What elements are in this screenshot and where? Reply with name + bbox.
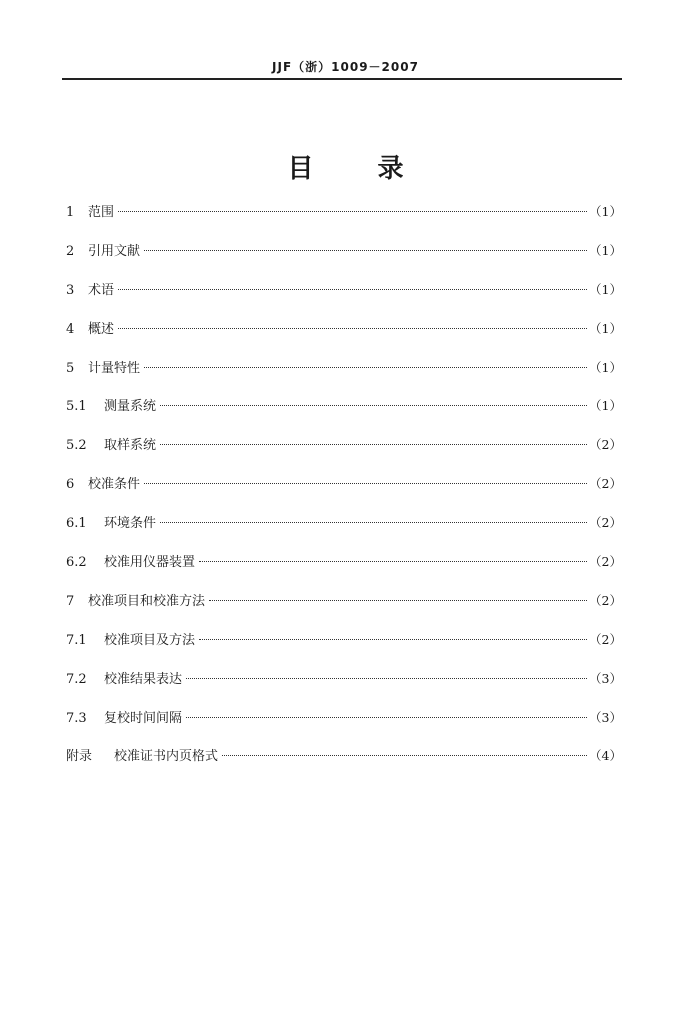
toc-entry-number: 5.1 bbox=[66, 399, 87, 415]
toc-entry-number: 7.3 bbox=[66, 710, 87, 726]
dot-leader bbox=[199, 639, 587, 640]
toc-entry[interactable] bbox=[66, 358, 622, 397]
dot-leader bbox=[209, 600, 587, 601]
toc-entry-page: （2） bbox=[589, 631, 622, 647]
toc-entry-page: （4） bbox=[589, 748, 622, 764]
toc-entry-number: 7.2 bbox=[66, 671, 87, 687]
toc-entry-title: 术语 bbox=[88, 282, 115, 298]
dot-leader bbox=[160, 405, 587, 406]
toc-entry[interactable] bbox=[66, 435, 622, 474]
toc-entry[interactable] bbox=[66, 513, 622, 552]
title-char-1: 目 bbox=[287, 154, 314, 184]
toc-entry-title: 复校时间间隔 bbox=[104, 710, 183, 726]
toc-entry-number: 附录 bbox=[66, 749, 93, 765]
toc-entry-page: （1） bbox=[589, 204, 622, 219]
dot-leader bbox=[199, 561, 587, 562]
toc-entry-number: 5 bbox=[66, 360, 75, 376]
toc-entry[interactable] bbox=[66, 708, 622, 747]
toc-entry-title: 校准项目及方法 bbox=[104, 632, 196, 648]
toc-entry-page: （1） bbox=[589, 398, 622, 414]
toc-entry-page: （2） bbox=[589, 592, 622, 608]
dot-leader bbox=[144, 367, 587, 368]
dot-leader bbox=[118, 328, 587, 329]
toc-entry[interactable] bbox=[66, 630, 622, 669]
toc-entry-page: （3） bbox=[589, 709, 622, 725]
toc-entry-title: 计量特性 bbox=[88, 360, 141, 376]
toc-entry-page: （1） bbox=[589, 320, 622, 336]
toc-entry[interactable] bbox=[66, 280, 622, 319]
toc-entry-number: 6 bbox=[66, 477, 75, 493]
toc-entry-number: 3 bbox=[66, 282, 75, 298]
toc-entry-number: 7 bbox=[66, 593, 75, 609]
dot-leader bbox=[186, 678, 587, 679]
toc-entry[interactable] bbox=[66, 474, 622, 513]
toc-entry-page: （2） bbox=[589, 515, 622, 531]
toc-entry-number: 7.1 bbox=[66, 632, 87, 648]
header-divider bbox=[62, 78, 622, 80]
toc-entry-number: 2 bbox=[66, 243, 75, 259]
toc-entry[interactable] bbox=[66, 669, 622, 708]
toc-entry-page: （1） bbox=[589, 281, 622, 297]
toc-entry-title: 校准条件 bbox=[88, 477, 141, 493]
toc-entry[interactable] bbox=[66, 319, 622, 358]
toc-entry-page: （1） bbox=[589, 359, 622, 375]
dot-leader bbox=[222, 755, 587, 756]
toc-entry[interactable] bbox=[66, 591, 622, 630]
toc-entry-number: 5.2 bbox=[66, 438, 87, 454]
toc-entry-title: 测量系统 bbox=[104, 399, 157, 415]
toc-entry[interactable] bbox=[66, 241, 622, 280]
toc-entry-title: 取样系统 bbox=[104, 438, 157, 454]
dot-leader bbox=[186, 717, 587, 718]
toc-entry-title: 校准证书内页格式 bbox=[114, 749, 219, 765]
toc-entry-title: 校准用仪器装置 bbox=[104, 555, 196, 571]
toc-entry-page: （1） bbox=[589, 242, 622, 258]
toc-entry-number: 4 bbox=[66, 321, 75, 337]
dot-leader bbox=[118, 211, 587, 212]
dot-leader bbox=[160, 522, 587, 523]
table-of-contents bbox=[66, 202, 622, 785]
toc-entry-page: （2） bbox=[589, 554, 622, 570]
toc-entry-title: 校准结果表达 bbox=[104, 671, 183, 687]
standard-code-header: JJF（浙）1009－2007 bbox=[272, 60, 419, 74]
toc-entry-number: 6.1 bbox=[66, 516, 87, 532]
toc-entry[interactable] bbox=[66, 746, 622, 785]
toc-entry[interactable] bbox=[66, 396, 622, 435]
toc-entry-page: （2） bbox=[589, 437, 622, 453]
toc-entry-number: 1 bbox=[66, 205, 75, 220]
page-title bbox=[0, 148, 691, 185]
toc-entry[interactable] bbox=[66, 552, 622, 591]
toc-entry-title: 概述 bbox=[88, 321, 115, 337]
toc-entry-title: 引用文献 bbox=[88, 243, 141, 259]
dot-leader bbox=[144, 250, 587, 251]
toc-entry-title: 环境条件 bbox=[104, 516, 157, 532]
toc-entry-number: 6.2 bbox=[66, 555, 87, 571]
toc-entry-title: 范围 bbox=[88, 205, 115, 220]
toc-entry-title: 校准项目和校准方法 bbox=[88, 593, 206, 609]
dot-leader bbox=[118, 289, 587, 290]
dot-leader bbox=[144, 483, 587, 484]
toc-entry-page: （2） bbox=[589, 476, 622, 492]
toc-entry[interactable] bbox=[66, 202, 622, 241]
dot-leader bbox=[160, 444, 587, 445]
toc-entry-page: （3） bbox=[589, 670, 622, 686]
title-char-2: 录 bbox=[377, 154, 404, 184]
